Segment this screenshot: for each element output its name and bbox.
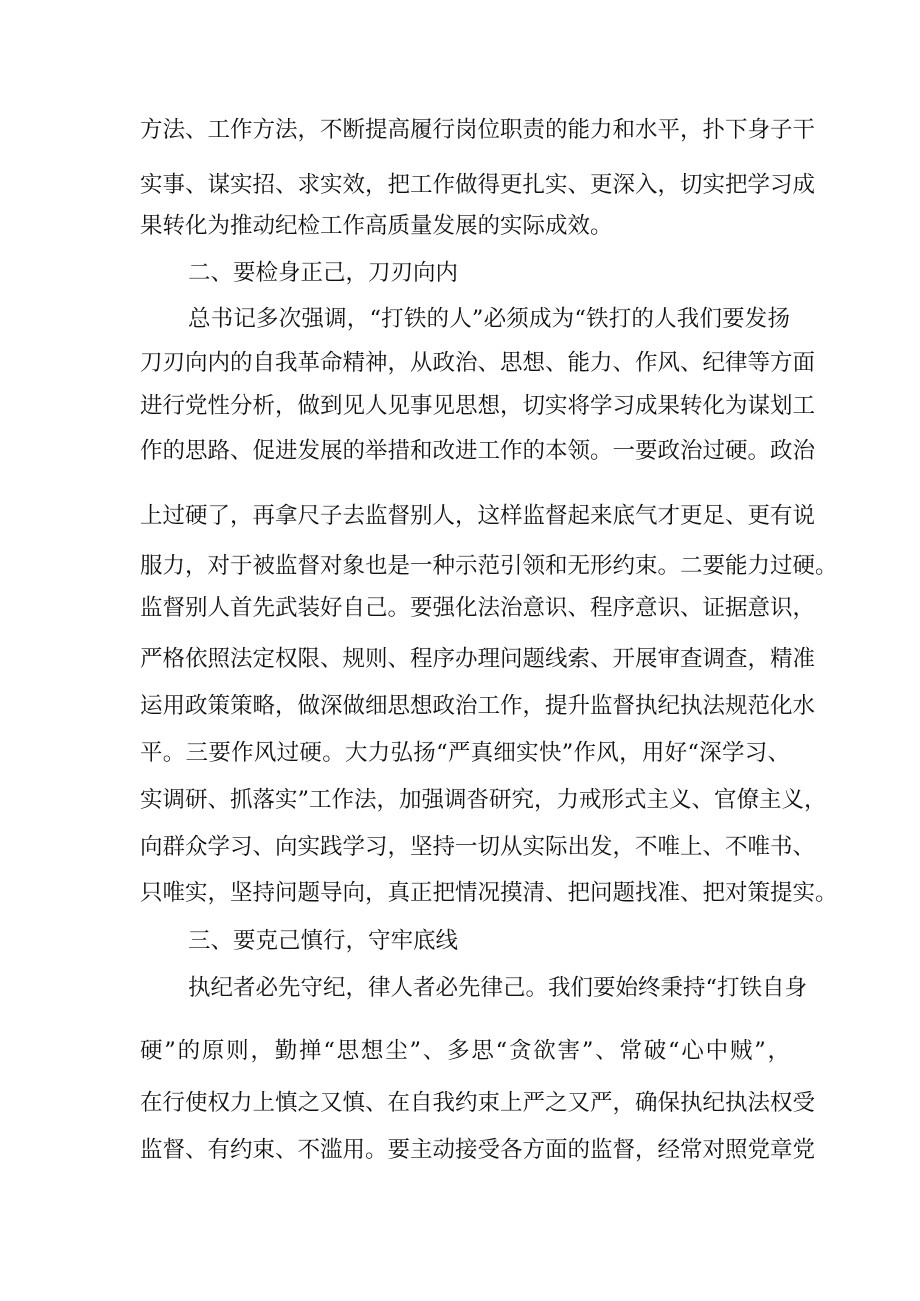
section-heading-2: 二、要检身正己，刀刃向内 — [188, 260, 459, 286]
text-line: 严格依照法定权限、规则、程序办理问题线索、开展审查调查，精准 — [140, 646, 816, 672]
text-line: 运用政策策略，做深做细思想政治工作，提升监督执纪执法规范化水 — [140, 693, 816, 719]
text-line: 实调研、抓落实”工作法，加强调沓研究，力戒形式主义、官僚主义， — [140, 787, 827, 813]
text-line: 作的思路、促进发展的举措和改进工作的本领。一要政治过硬。政治 — [140, 438, 816, 464]
text-line: 进行党性分析，做到见人见事见思想，切实将学习成果转化为谋划工 — [140, 393, 816, 419]
text-line: 监督别人首先武装好自己。要强化法治意识、程序意识、证据意识， — [140, 595, 816, 621]
text-line: 总书记多次强调，“打铁的人”必须成为“铁打的人我们要发扬 — [188, 306, 790, 332]
text-line: 监督、有约束、不滥用。要主动接受各方面的监督，经常对照党章党 — [140, 1137, 816, 1163]
text-line: 刀刃向内的自我革命精神，从政治、思想、能力、作风、纪律等方面 — [140, 350, 816, 376]
text-line: 果转化为推动纪检工作高质量发展的实际成效。 — [140, 213, 613, 239]
text-line: 实事、谋实招、求实效，把工作做得更扎实、更深入，切实把学习成 — [140, 172, 816, 198]
text-line: 向群众学习、向实践学习，坚持一切从实际出发，不唯上、不唯书、 — [140, 834, 816, 860]
text-line: 上过硬了，再拿尺子去监督别人，这样监督起来底气才更足、更有说 — [140, 503, 816, 529]
section-heading-3: 三、要克己慎行，守牢底线 — [188, 928, 459, 954]
text-line: 在行使权力上慎之又慎、在自我约束上严之又严，确保执纪执法权受 — [140, 1090, 816, 1116]
text-line: 方法、工作方法，不断提高履行岗位职责的能力和水平，扑下身子干 — [140, 117, 816, 143]
text-line: 只唯实，坚持问题导向，真正把情况摸清、把问题找准、把对策提实。 — [140, 880, 838, 906]
text-line: 平。三要作风过硬。大力弘扬“严真细实快”作风，用好“深学习、 — [140, 740, 790, 766]
text-line: 执纪者必先守纪，律人者必先律己。我们要始终秉持“打铁自身 — [188, 975, 808, 1001]
text-line: 服力，对于被监督对象也是一种示范引领和无形约束。二要能力过硬。 — [140, 553, 838, 579]
text-line: 硬”的原则，勤掸“思想尘”、多思“贪欲害”、常破“心中贼”， — [140, 1038, 790, 1064]
